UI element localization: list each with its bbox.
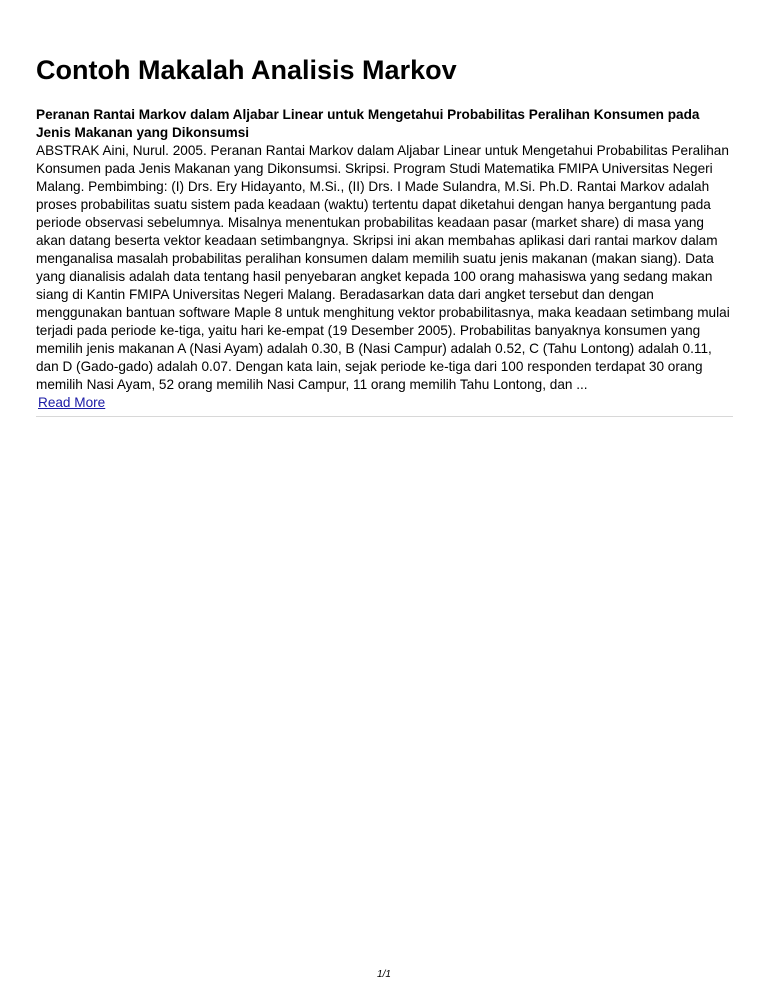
page-number: 1/1 bbox=[377, 969, 391, 980]
article-abstract: ABSTRAK Aini, Nurul. 2005. Peranan Rantai Markov dalam Aljabar Linear untuk Mengetahui Probabilitas Peralihan Konsumen pada Jenis Makanan yang Dikonsumsi. Skripsi. Program Studi Matematika FMIPA Universitas Negeri Malang. Pembimbing: (I) Drs. Ery Hidayanto, M.Si., (II) Drs. I Made Sulandra, M.Si. Ph.D. Rantai Markov adalah proses probabilitas suatu sistem pada keadaan (waktu) tertentu dapat diketahui dengan hanya bergantung pada periode observasi sebelumnya. Misalnya menentukan probabilitas keadaan pasar (market share) di masa yang akan datang beserta vektor keadaan setimbangnya. Skripsi ini akan membahas aplikasi dari rantai markov dalam menganalisa masalah probabilitas peralihan konsumen dalam memilih suatu jenis makanan (makan siang). Data yang dianalisis adalah data tentang hasil penyebaran angket kepada 100 orang mahasiswa yang sedang makan siang di Kantin FMIPA Universitas Negeri Malang. Beradasarkan data dari angket tersebut dan dengan menggunakan bantuan software Maple 8 untuk menghitung vektor probabilitasnya, maka keadaan setimbang mulai terjadi pada periode ke-tiga, yaitu hari ke-empat (19 Desember 2005). Probabilitas banyaknya konsumen yang memilih jenis makanan A (Nasi Ayam) adalah 0.30, B (Nasi Campur) adalah 0.52, C (Tahu Lontong) adalah 0.11, dan D (Gado-gado) adalah 0.07. Dengan kata lain, sejak periode ke-tiga dari 100 responden terdapat 30 orang memilih Nasi Ayam, 52 orang memilih Nasi Campur, 11 orang memilih Tahu Lontong, dan ... bbox=[36, 143, 730, 392]
article-entry bbox=[36, 106, 733, 417]
page-title: Contoh Makalah Analisis Markov bbox=[36, 55, 457, 85]
read-more-link[interactable]: Read More bbox=[38, 395, 106, 410]
article-title: Peranan Rantai Markov dalam Aljabar Linear untuk Mengetahui Probabilitas Peralihan Konsumen pada Jenis Makanan yang Dikonsumsi bbox=[36, 107, 700, 140]
